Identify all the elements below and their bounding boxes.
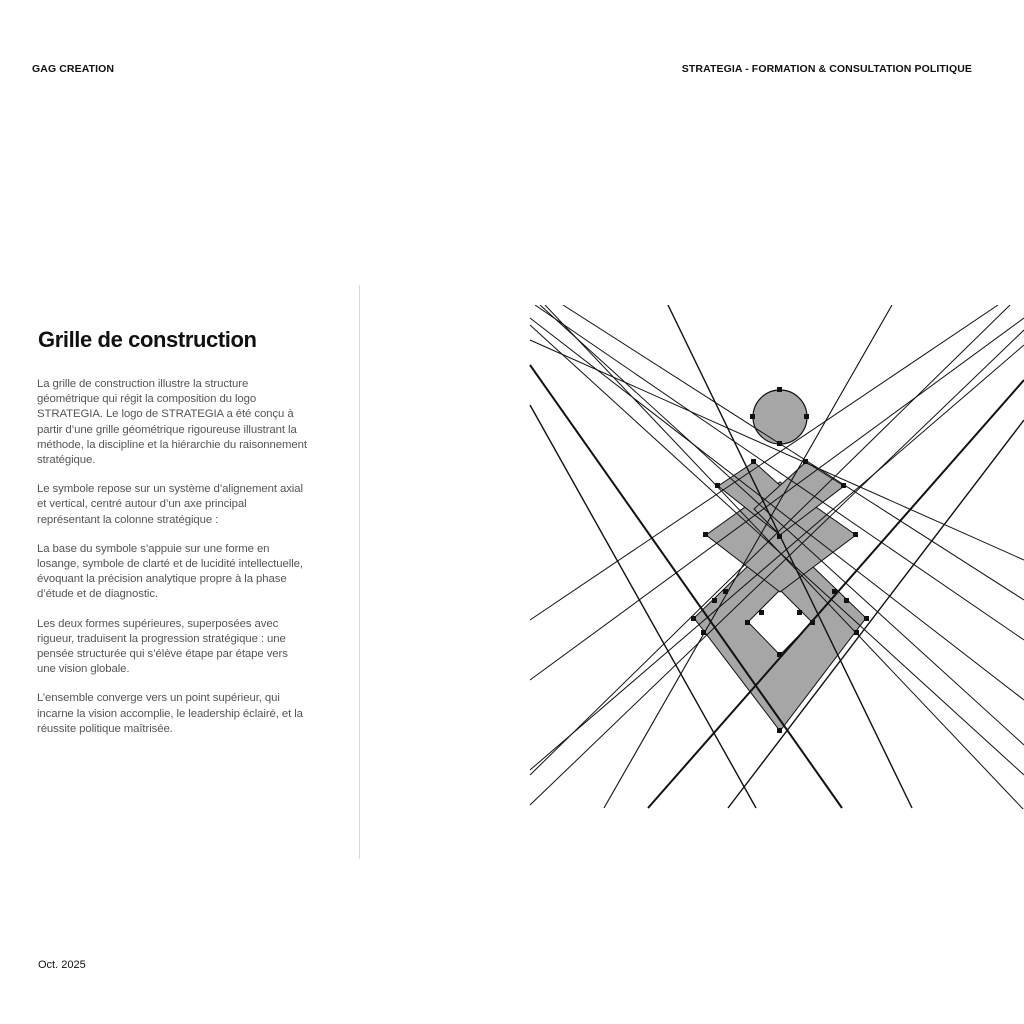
paragraph-convergence: L’ensemble converge vers un point supérieur, qui incarne la vision accomplie, le leadership éclairé, et la réussite politique maîtrisée. bbox=[37, 692, 303, 735]
top-circle-shape bbox=[753, 390, 807, 444]
project-title: STRATEGIA - FORMATION & CONSULTATION POLITIQUE bbox=[681, 63, 972, 75]
description-text bbox=[37, 377, 309, 751]
section-title: Grille de construction bbox=[38, 327, 257, 352]
construction-lines bbox=[530, 305, 1024, 809]
footer-date: Oct. 2025 bbox=[38, 959, 86, 971]
construction-grid-figure bbox=[528, 305, 1024, 809]
brand-name: GAG CREATION bbox=[32, 63, 115, 75]
paragraph-intro: La grille de construction illustre la structure géométrique qui régit la composition du logo STRATEGIA. Le logo de STRATEGIA a été conçu à partir d’une grille géométrique rigoureuse illustrant la méthode, la discipline et la hiérarchie du raisonnement stratégique. bbox=[37, 378, 307, 467]
construction-grid-svg bbox=[528, 305, 1024, 809]
paragraph-axis: Le symbole repose sur un système d’alignement axial et vertical, centré autour d’un axe principal représentant la colonne stratégique : bbox=[37, 483, 303, 526]
paragraph-diamond: La base du symbole s’appuie sur une forme en losange, symbole de clarté et de lucidité intellectuelle, évoquant la précision analytique propre à la phase d’étude et de diagnostic. bbox=[37, 542, 303, 601]
paragraph-upper-shapes: Les deux formes supérieures, superposées avec rigueur, traduisent la progression stratégique : une pensée structurée qui s’élève étape par étape vers une vision globale. bbox=[37, 617, 288, 676]
vertical-divider bbox=[359, 285, 360, 859]
